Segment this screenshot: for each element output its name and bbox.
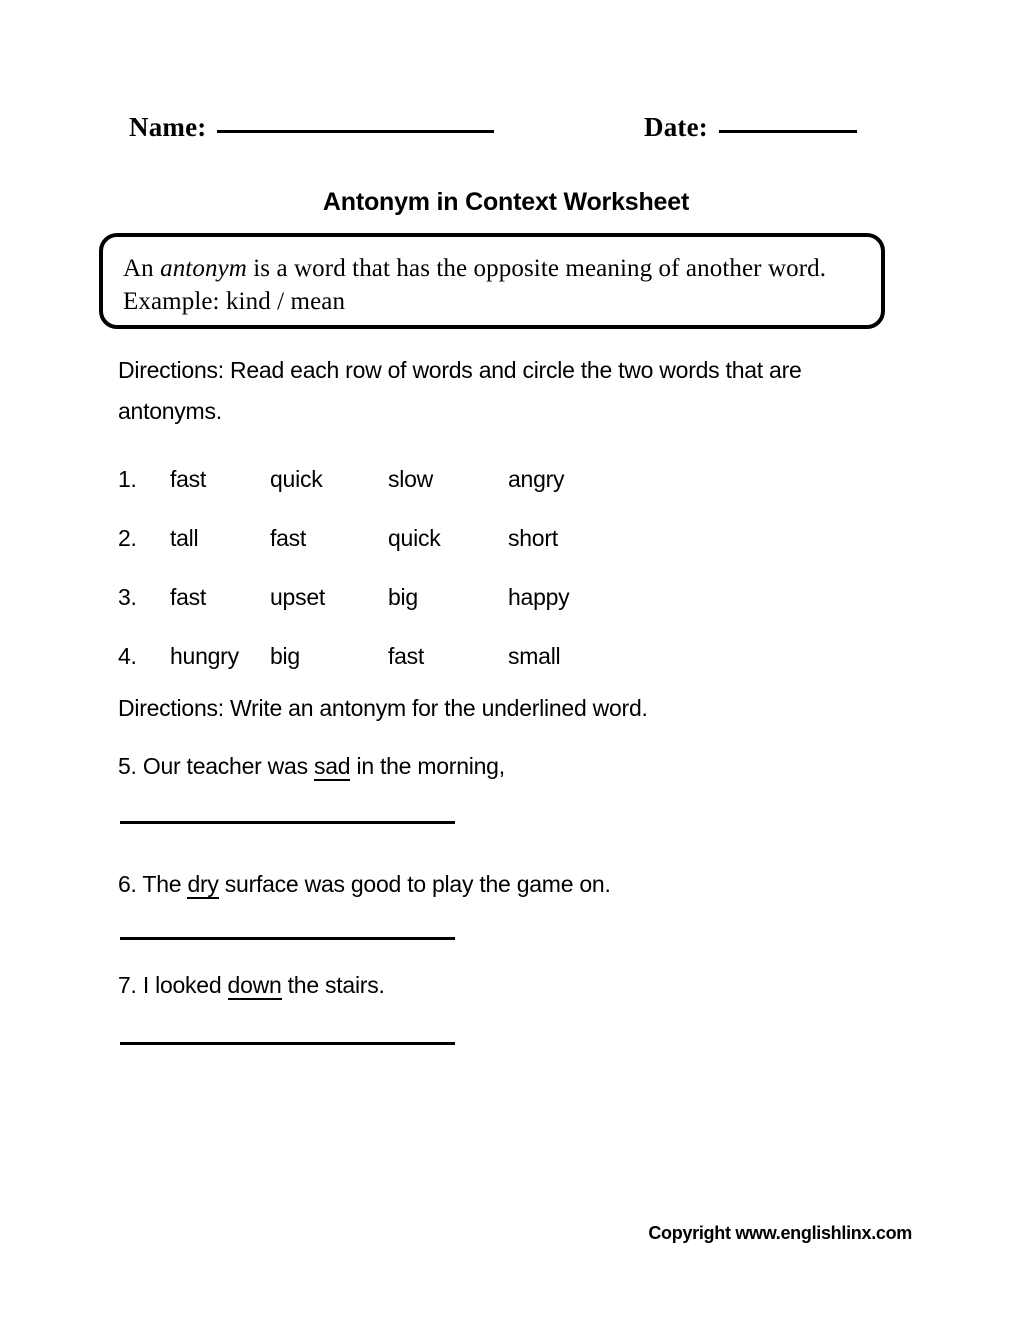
row-number: 4. bbox=[118, 643, 137, 669]
word-option[interactable]: quick bbox=[388, 525, 441, 551]
sentence-item bbox=[118, 749, 908, 783]
word-option[interactable]: big bbox=[270, 643, 300, 669]
word-option[interactable]: big bbox=[388, 584, 418, 610]
page-title: Antonym in Context Worksheet bbox=[322, 188, 690, 216]
answer-line[interactable] bbox=[120, 937, 455, 940]
answer-line[interactable] bbox=[120, 821, 455, 824]
underlined-word: down bbox=[227, 972, 282, 998]
date-label: Date: bbox=[644, 112, 708, 142]
sentence-before: Our teacher was bbox=[136, 753, 314, 779]
word-option[interactable]: tall bbox=[170, 525, 199, 551]
definition-box bbox=[99, 233, 885, 329]
sentence-before: The bbox=[136, 871, 188, 897]
copyright-notice: Copyright www.englishlinx.com bbox=[648, 1223, 912, 1243]
definition-prefix: An bbox=[123, 255, 161, 282]
word-option[interactable]: fast bbox=[170, 584, 207, 610]
row-number: 2. bbox=[118, 525, 137, 551]
row-number: 3. bbox=[118, 584, 137, 610]
sentence-item bbox=[118, 968, 908, 1002]
directions-circle-antonyms: Directions: Read each row of words and circle the two words that are antonyms. bbox=[118, 357, 802, 424]
answer-line[interactable] bbox=[120, 1042, 455, 1045]
header-row bbox=[0, 112, 1012, 158]
definition-term: antonym bbox=[160, 255, 247, 282]
sentence-after: in the morning, bbox=[350, 753, 505, 779]
sentence-after: surface was good to play the game on. bbox=[218, 871, 611, 897]
word-row bbox=[118, 627, 718, 686]
definition-suffix: is a word that has the opposite meaning of another word. Example: kind / mean bbox=[123, 255, 827, 315]
word-option[interactable]: fast bbox=[388, 643, 425, 669]
word-option[interactable]: angry bbox=[508, 466, 565, 492]
sentence-item bbox=[118, 867, 908, 901]
directions-write-antonym: Directions: Write an antonym for the underlined word. bbox=[118, 695, 648, 721]
name-label: Name: bbox=[129, 112, 207, 142]
word-row bbox=[118, 509, 718, 568]
row-number: 1. bbox=[118, 466, 137, 492]
sentence-before: I looked bbox=[136, 972, 228, 998]
sentence-number: 7. bbox=[118, 972, 137, 998]
word-row bbox=[118, 568, 718, 627]
word-rows-list bbox=[118, 450, 718, 686]
underlined-word: sad bbox=[313, 753, 351, 779]
sentence-number: 5. bbox=[118, 753, 137, 779]
word-option[interactable]: happy bbox=[508, 584, 570, 610]
word-option[interactable]: fast bbox=[170, 466, 207, 492]
date-field-group bbox=[644, 112, 857, 142]
word-option[interactable]: quick bbox=[270, 466, 323, 492]
word-option[interactable]: short bbox=[508, 525, 558, 551]
underlined-word: dry bbox=[187, 871, 219, 897]
word-option[interactable]: upset bbox=[270, 584, 326, 610]
date-blank-line[interactable] bbox=[719, 130, 857, 133]
word-option[interactable]: hungry bbox=[170, 643, 239, 669]
sentence-after: the stairs. bbox=[281, 972, 385, 998]
definition-text bbox=[103, 237, 881, 318]
name-field-group bbox=[129, 112, 494, 142]
word-option[interactable]: fast bbox=[270, 525, 307, 551]
word-option[interactable]: slow bbox=[388, 466, 434, 492]
word-row bbox=[118, 450, 718, 509]
name-blank-line[interactable] bbox=[217, 130, 494, 133]
word-option[interactable]: small bbox=[508, 643, 561, 669]
sentence-number: 6. bbox=[118, 871, 137, 897]
